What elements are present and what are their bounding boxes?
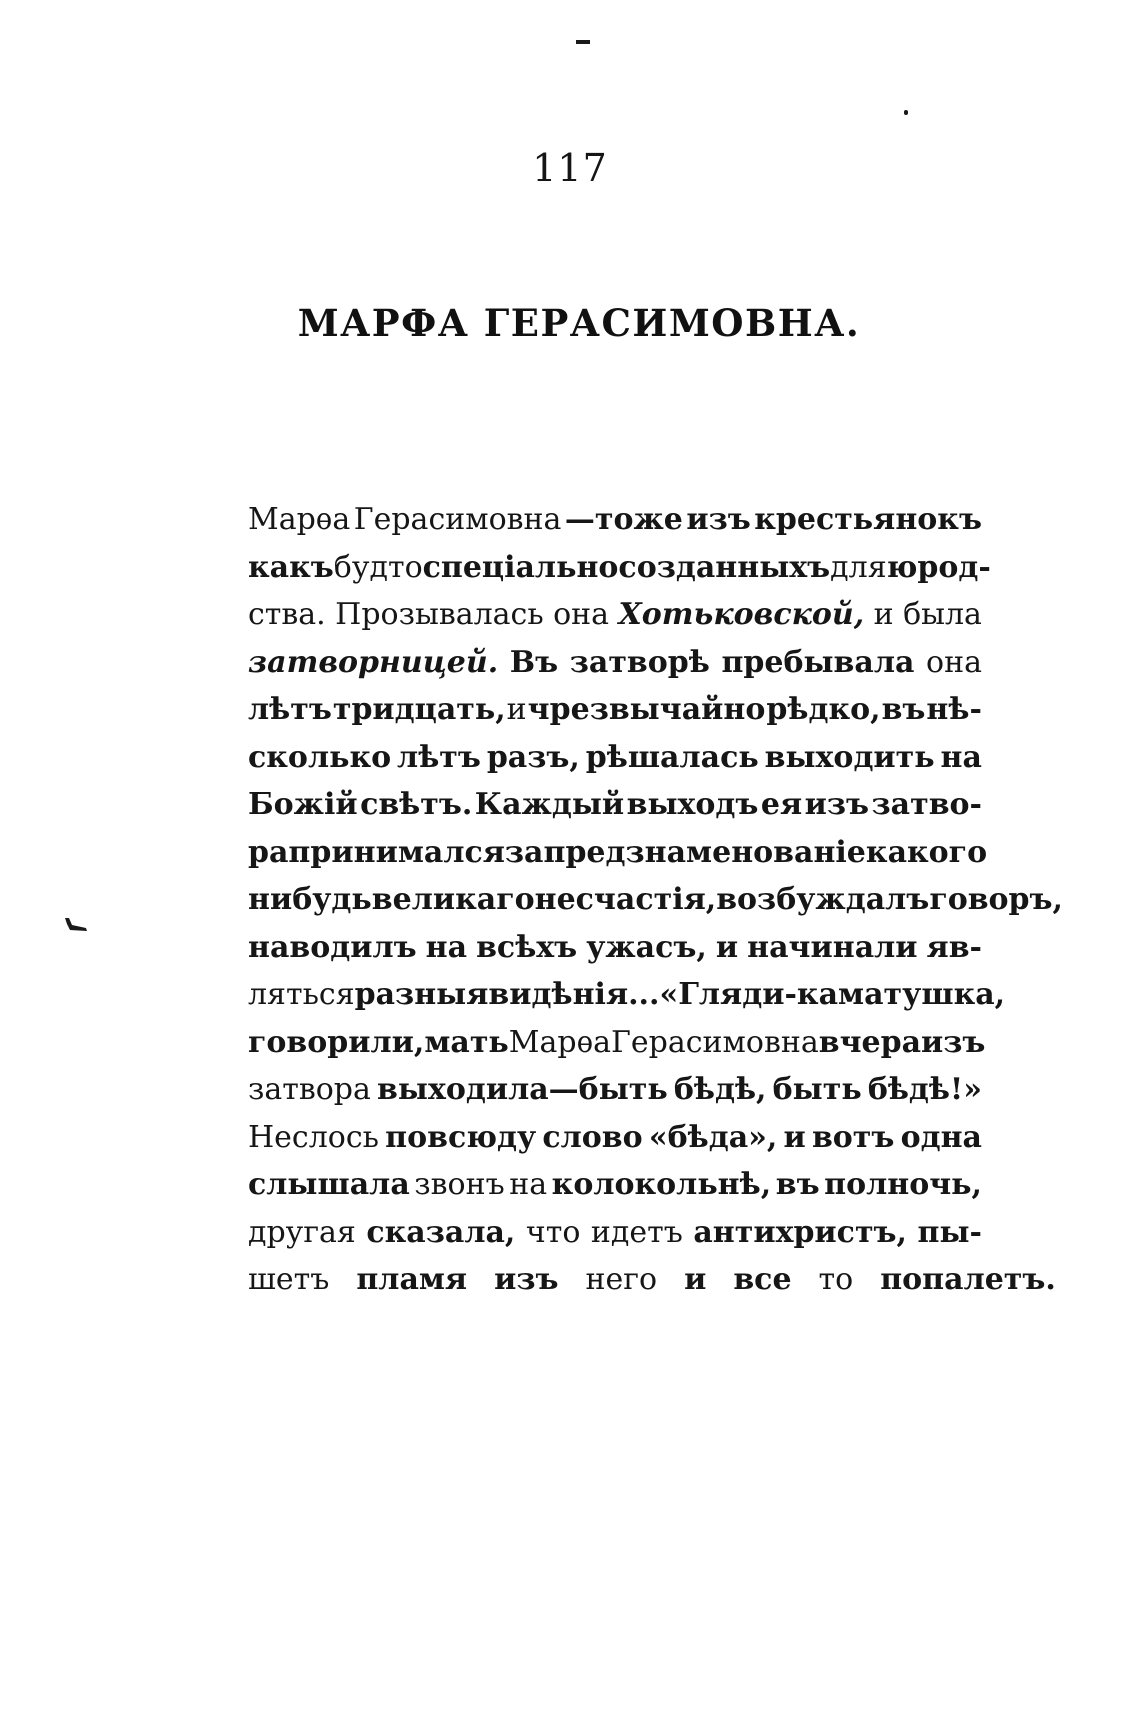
word: и <box>506 692 527 727</box>
body-text <box>248 496 1063 1304</box>
word: ра <box>248 834 289 870</box>
word: нѣ- <box>926 692 982 727</box>
word: говоръ, <box>929 882 1063 917</box>
word: Марѳа <box>248 502 351 537</box>
word: слышала <box>248 1167 410 1202</box>
word: Божій <box>248 787 358 822</box>
word: и <box>684 1262 707 1297</box>
word: пы- <box>917 1214 982 1250</box>
page-number: 117 <box>532 146 608 190</box>
word: предзнаменованіе <box>543 834 866 870</box>
word: лѣтъ <box>397 739 481 775</box>
word: какъ <box>248 549 334 585</box>
word: сказала, <box>366 1214 516 1250</box>
word: затворницей. <box>248 644 499 680</box>
word: Неслось <box>248 1119 379 1155</box>
word: матушка, <box>838 977 1006 1012</box>
word: въ <box>881 692 926 727</box>
word: колокольнѣ, <box>551 1167 772 1202</box>
word: него <box>585 1262 658 1297</box>
word: она <box>926 644 982 680</box>
word: на <box>509 1167 548 1202</box>
word: несчастія, <box>534 882 717 917</box>
word: то <box>818 1262 854 1297</box>
word: принимался <box>288 834 505 870</box>
text-line <box>248 686 982 734</box>
word: пребывала <box>721 644 915 680</box>
word: изъ <box>804 787 870 822</box>
word: звонъ <box>414 1167 505 1202</box>
word: ея <box>760 787 803 822</box>
word: возбуждалъ <box>716 882 930 917</box>
word: разныя <box>354 977 489 1012</box>
word: Каждый <box>474 787 625 822</box>
word: слово <box>542 1119 643 1155</box>
word: одна <box>900 1119 982 1155</box>
word: спеціально <box>422 549 619 585</box>
word: рѣшалась <box>585 739 759 775</box>
word: Хотьковской, <box>618 597 865 632</box>
word: ляться <box>248 977 355 1012</box>
word: повсюду <box>385 1119 537 1155</box>
text-line <box>248 876 1063 924</box>
word: Герасимовна <box>611 1024 819 1060</box>
word: она <box>553 597 610 632</box>
word: шетъ <box>248 1262 330 1297</box>
word: изъ <box>686 502 751 537</box>
word: наводилъ <box>248 929 417 965</box>
word: за <box>504 834 544 870</box>
text-line <box>248 1209 982 1257</box>
text-line <box>248 591 982 639</box>
word: мать <box>424 1024 509 1060</box>
word: и <box>783 1119 806 1155</box>
word: тридцать, <box>332 692 506 727</box>
word: Въ <box>509 644 559 680</box>
word: Прозывалась <box>335 597 544 632</box>
word: что <box>525 1214 581 1250</box>
text-line <box>248 1019 986 1067</box>
word: полночь, <box>824 1167 982 1202</box>
word: изъ <box>494 1262 559 1297</box>
text-line <box>248 829 988 877</box>
word: выходъ <box>626 787 759 822</box>
text-line <box>248 544 991 592</box>
word: нибудь <box>248 882 372 917</box>
word: въ <box>775 1167 820 1202</box>
word: разъ, <box>486 739 580 775</box>
word: на <box>425 929 468 965</box>
word: будто <box>333 549 423 585</box>
word: идетъ <box>590 1214 683 1250</box>
word: пламя <box>356 1262 468 1297</box>
word: и <box>715 929 739 965</box>
word: сколько <box>248 739 392 775</box>
word: ства. <box>248 597 326 632</box>
text-line <box>248 734 982 782</box>
text-line <box>248 971 1006 1019</box>
word: юрод- <box>886 549 991 585</box>
word: выходила—быть <box>377 1072 668 1107</box>
word: великаго <box>371 882 535 917</box>
word: бѣдѣ!» <box>867 1072 982 1107</box>
word: вчера <box>818 1024 922 1060</box>
print-mark-top <box>576 40 590 44</box>
word: вотъ <box>811 1119 895 1155</box>
word: была <box>903 597 982 632</box>
word: для <box>830 549 887 585</box>
word: антихристъ, <box>693 1214 907 1250</box>
word: быть <box>772 1072 862 1107</box>
text-line <box>248 639 982 687</box>
word: выходить <box>764 739 935 775</box>
word: всѣхъ <box>476 929 578 965</box>
word: другая <box>248 1214 356 1250</box>
word: рѣдко, <box>766 692 881 727</box>
chapter-title: МАРФА ГЕРАСИМОВНА. <box>297 301 861 345</box>
text-line <box>248 1114 982 1162</box>
margin-mark <box>64 918 88 932</box>
word: затво- <box>871 787 982 822</box>
word: свѣтъ. <box>360 787 473 822</box>
word: —тоже <box>564 502 683 537</box>
text-line <box>248 1066 982 1114</box>
word: все <box>733 1262 792 1297</box>
word: и <box>873 597 894 632</box>
word: ...«Гляди-ка <box>628 977 839 1012</box>
word: затворѣ <box>569 644 710 680</box>
word: бѣдѣ, <box>673 1072 767 1107</box>
word: чрезвычайно <box>527 692 766 727</box>
word: изъ <box>921 1024 986 1060</box>
print-speck <box>904 110 908 115</box>
text-line <box>248 781 982 829</box>
word: видѣнія <box>488 977 629 1012</box>
word: какого <box>865 834 988 870</box>
text-line <box>248 496 982 544</box>
text-line <box>248 924 982 972</box>
word: на <box>940 739 982 775</box>
word: попалетъ. <box>880 1262 1056 1297</box>
text-line <box>248 1161 982 1209</box>
word: ужасъ, <box>586 929 707 965</box>
word: крестьянокъ <box>754 502 982 537</box>
word: начинали <box>747 929 918 965</box>
word: Герасимовна <box>353 502 562 537</box>
word: яв- <box>926 929 982 965</box>
text-line <box>248 1256 1056 1304</box>
word: говорили, <box>248 1024 425 1060</box>
word: затвора <box>248 1072 371 1107</box>
word: Марѳа <box>508 1024 612 1060</box>
word: лѣтъ <box>248 692 332 727</box>
word: «бѣда», <box>648 1119 778 1155</box>
word: созданныхъ <box>618 549 831 585</box>
